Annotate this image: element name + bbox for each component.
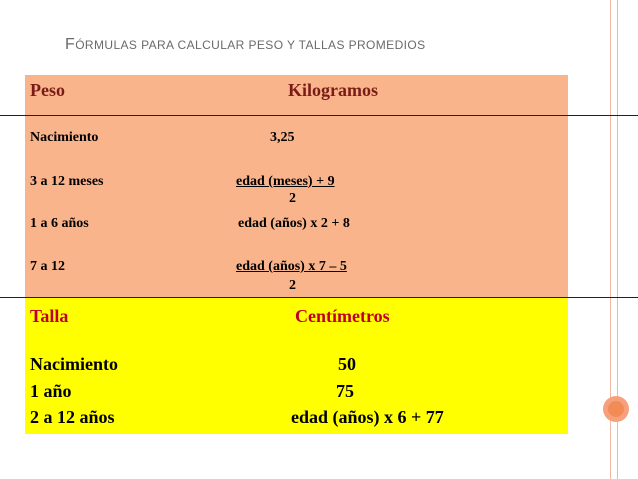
peso-row-label: 7 a 12 — [30, 259, 65, 274]
slide-title — [65, 36, 426, 54]
talla-row-label: 1 año — [30, 381, 72, 401]
peso-table — [25, 75, 568, 298]
talla-header-label: Talla — [30, 306, 69, 326]
talla-row-value: 50 — [338, 354, 356, 374]
peso-row-label: 1 a 6 años — [30, 216, 89, 231]
divider-line — [0, 115, 638, 116]
peso-header-label: Peso — [30, 80, 65, 100]
peso-row-formula: edad (años) x 2 + 8 — [238, 216, 350, 231]
title-initial: F — [65, 36, 76, 53]
title-rest: ÓRMULAS PARA CALCULAR PESO Y TALLAS PROMEDIOS — [75, 38, 426, 52]
decorative-circle — [603, 396, 629, 422]
divider-line — [0, 297, 638, 298]
talla-header-unit: Centímetros — [295, 306, 390, 326]
peso-row-label: 3 a 12 meses — [30, 174, 104, 189]
talla-row-label: 2 a 12 años — [30, 407, 115, 427]
peso-row-value: 3,25 — [270, 130, 295, 145]
peso-row-label: Nacimiento — [30, 130, 99, 145]
peso-header-unit: Kilogramos — [288, 80, 378, 100]
talla-row-label: Nacimiento — [30, 354, 118, 374]
peso-row-formula: edad (meses) + 9 — [236, 174, 335, 189]
talla-row-value: 75 — [336, 381, 354, 401]
talla-table — [25, 298, 568, 434]
peso-row-divisor: 2 — [289, 278, 296, 293]
peso-row-formula: edad (años) x 7 – 5 — [236, 259, 347, 274]
talla-row-formula: edad (años) x 6 + 77 — [291, 407, 444, 427]
peso-row-divisor: 2 — [289, 191, 296, 206]
